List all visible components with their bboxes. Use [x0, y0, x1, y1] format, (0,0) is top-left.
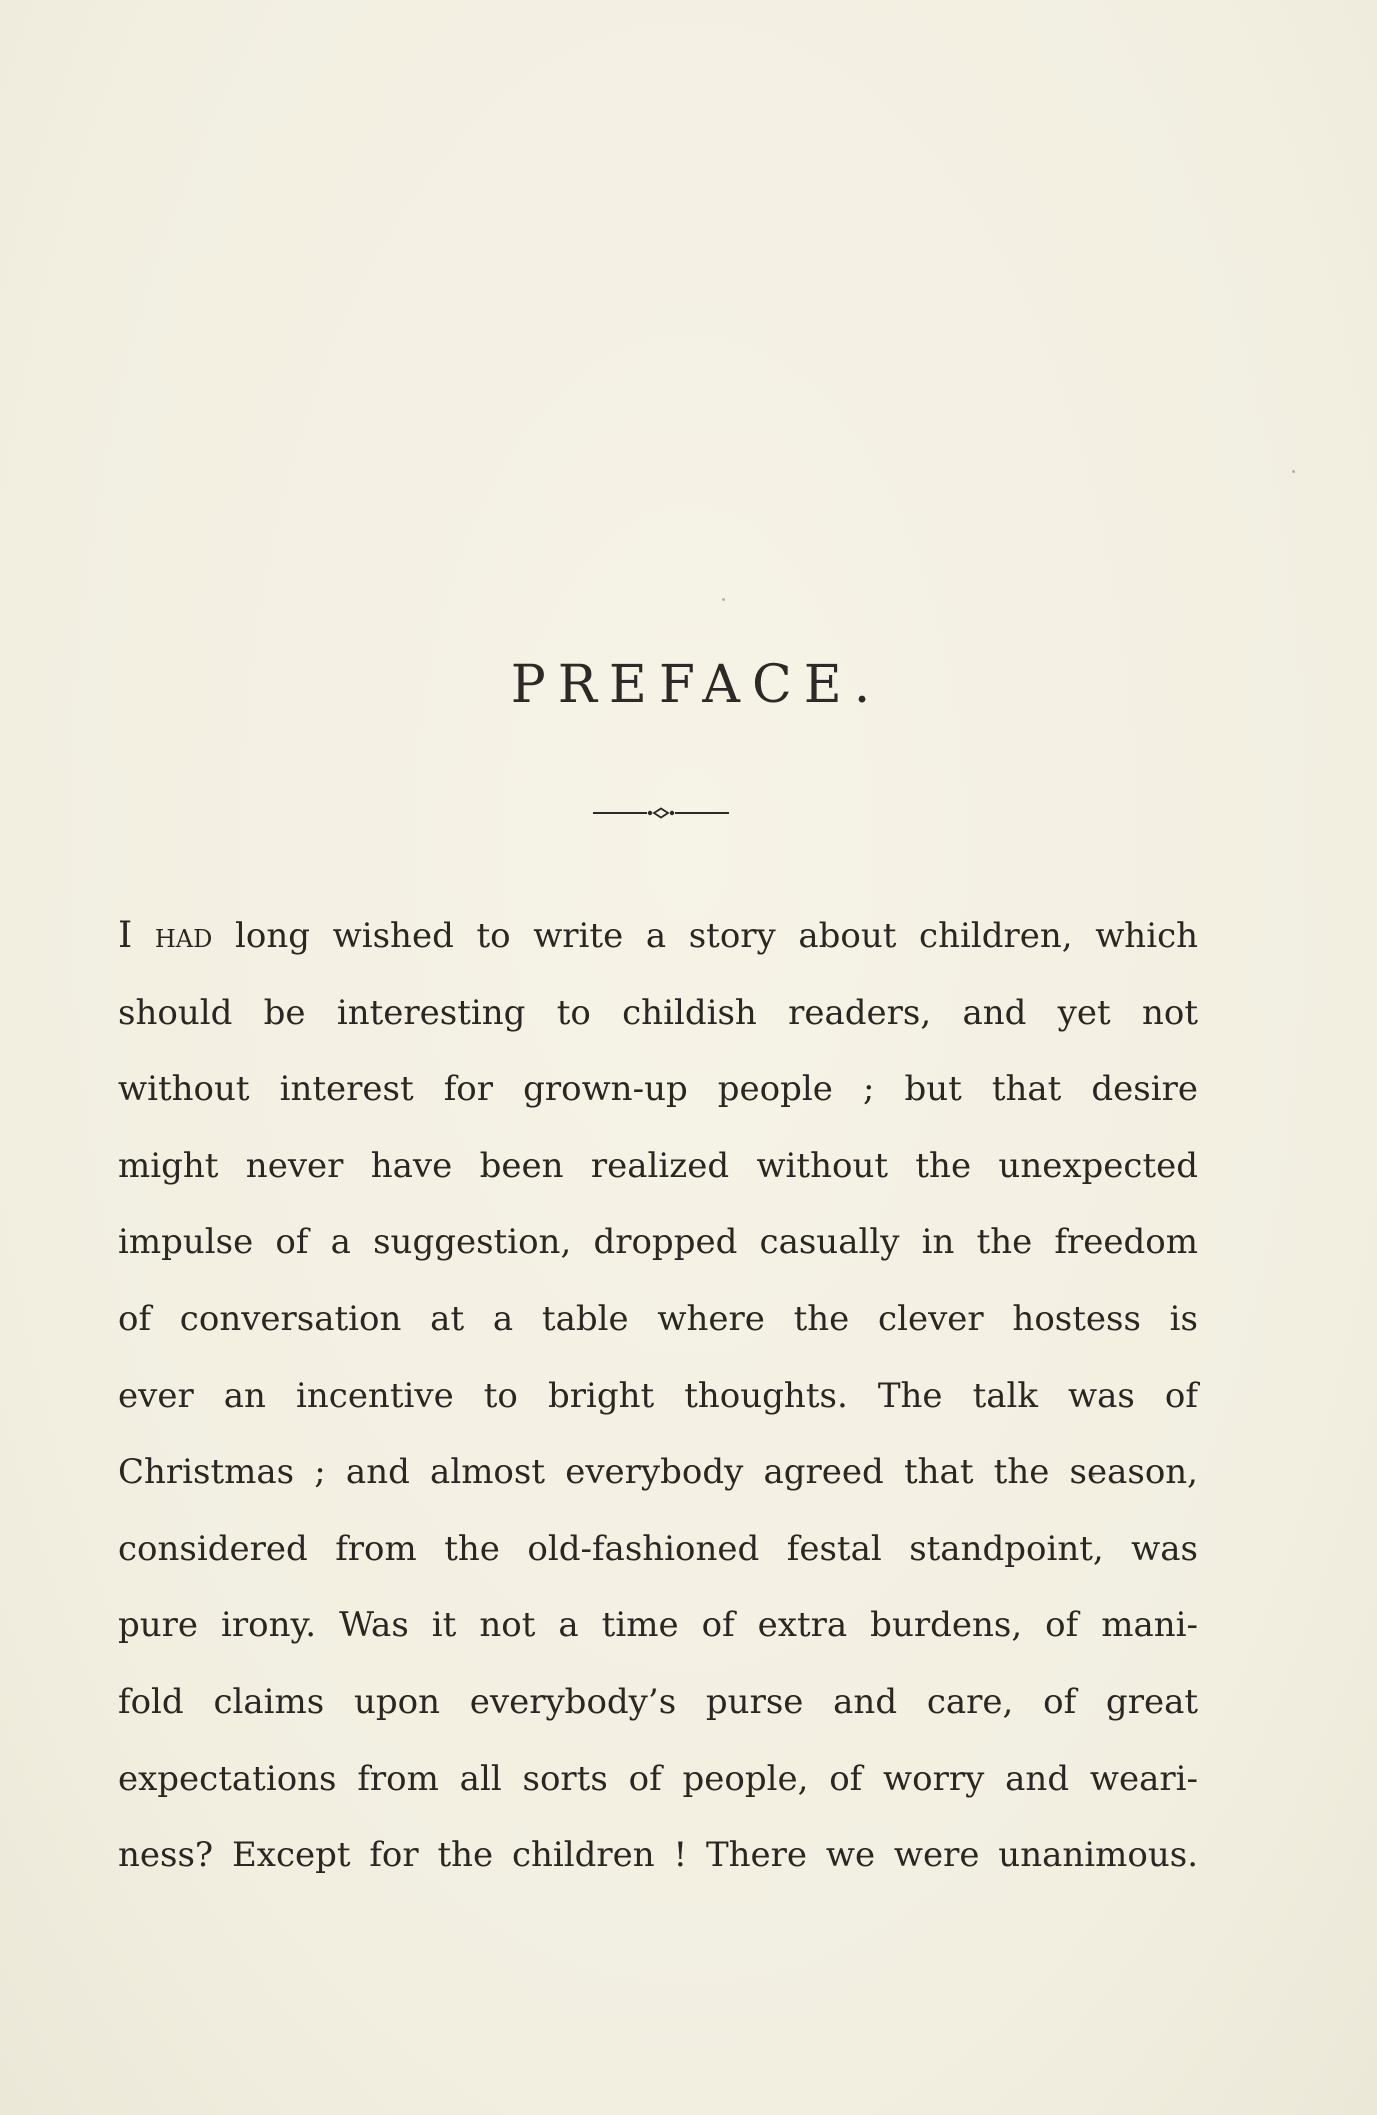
paragraph-line: impulse of a suggestion, dropped casually in the freedom	[118, 1222, 1198, 1263]
ornament-divider-icon	[593, 806, 729, 820]
paper-speck	[722, 598, 725, 601]
preface-paragraph	[118, 898, 1198, 1894]
paragraph-line	[118, 898, 1198, 975]
paper-speck	[1292, 470, 1295, 473]
paragraph-line: without interest for grown-up people ; but that desire	[118, 1069, 1198, 1110]
paragraph-line: might never have been realized without the unexpected	[118, 1145, 1198, 1186]
paragraph-line: Christmas ; and almost everybody agreed that the season,	[118, 1452, 1198, 1493]
paragraph-line: ever an incentive to bright thoughts. The talk was of	[118, 1375, 1198, 1416]
lead-letter: I	[118, 915, 133, 956]
page-title: PREFACE.	[510, 655, 883, 715]
paragraph-line: expectations from all sorts of people, of worry and weari-	[118, 1758, 1198, 1799]
paragraph-line: pure irony. Was it not a time of extra burdens, of mani-	[118, 1605, 1198, 1646]
line-text: long wished to write a story about children, which	[235, 916, 1199, 956]
paragraph-line: considered from the old-fashioned festal standpoint, was	[118, 1528, 1198, 1569]
paragraph-line: of conversation at a table where the clever hostess is	[118, 1298, 1198, 1339]
lead-word: had	[154, 916, 213, 956]
paragraph-line: fold claims upon everybody’s purse and care, of great	[118, 1681, 1198, 1722]
paragraph-line: should be interesting to childish readers, and yet not	[118, 992, 1198, 1033]
paragraph-line: ness? Except for the children ! There we were unanimous.	[118, 1835, 1198, 1876]
